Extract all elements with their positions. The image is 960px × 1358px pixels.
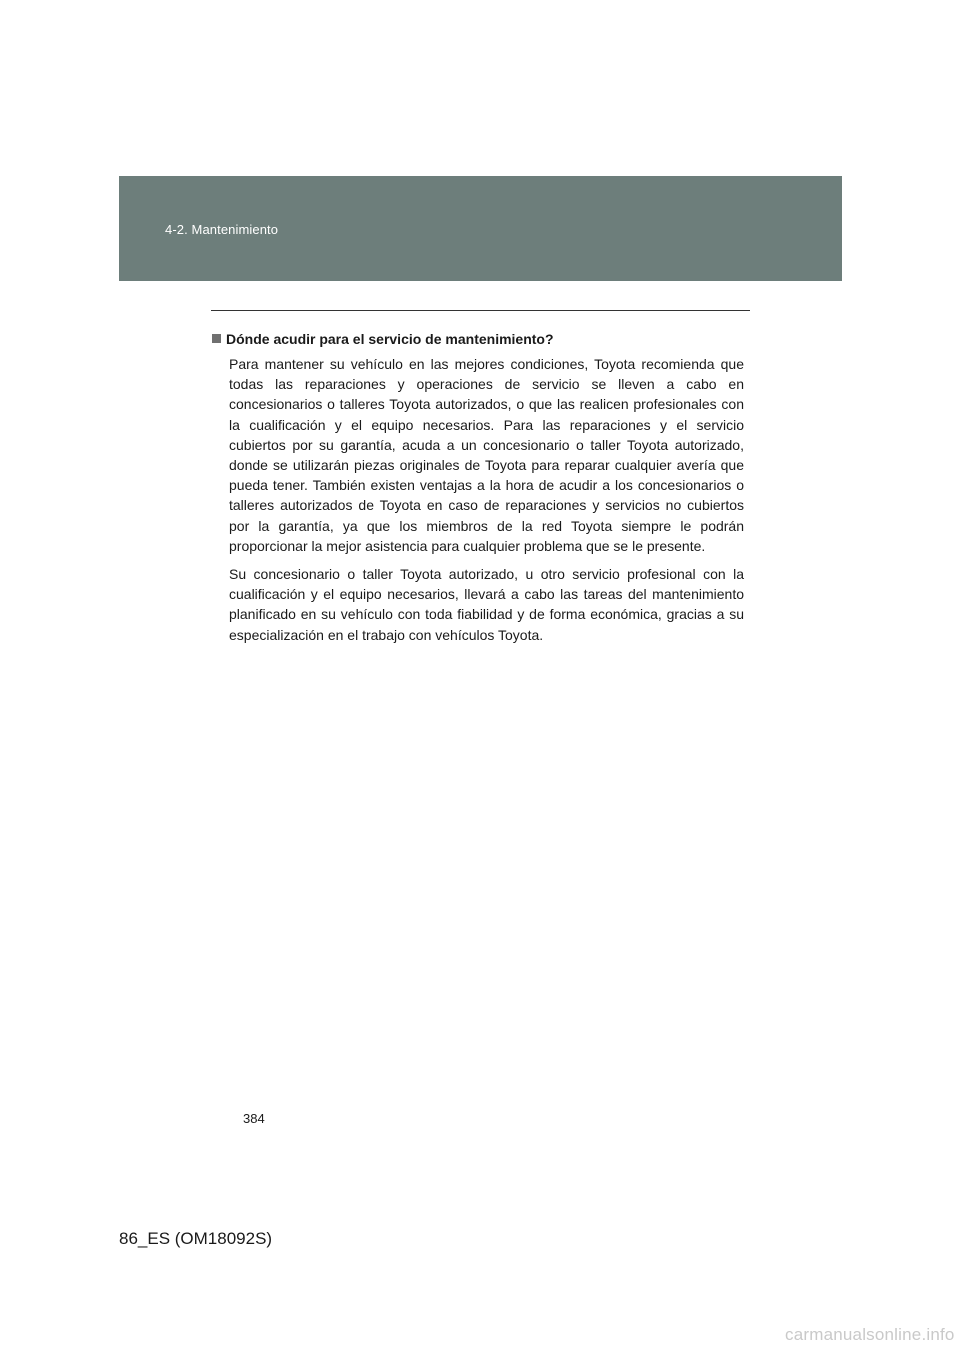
divider-line [211,310,750,311]
square-bullet-icon [212,334,221,343]
watermark: carmanualsonline.info [785,1325,955,1344]
paragraph-1: Para mantener su vehículo en las mejores condiciones, Toyota recomienda que todas las reparaciones y operaciones de servicio se lleven a cabo en concesionarios o talleres Toyota autorizados, o que las realicen profesionales con la cualificación y el equipo necesarios. Para las reparaciones y el servicio cubiertos por su garantía, acuda a un concesionario o taller Toyota autorizado, donde se utilizarán piezas originales de Toyota para reparar cualquier avería que pueda tener. También existen ventajas a la hora de acudir a los concesionarios o talleres autorizados de Toyota en caso de reparaciones y servicios no cubiertos por la garantía, ya que los miembros de la red Toyota siempre le podrán proporcionar la mejor asistencia para cualquier problema que se le presente. [229,356,744,554]
page-number: 384 [243,1111,265,1126]
section-heading [212,329,744,349]
document-code: 86_ES (OM18092S) [119,1229,273,1248]
main-content [212,329,744,653]
header-band [119,176,842,281]
paragraph-2: Su concesionario o taller Toyota autorizado, u otro servicio profesional con la cualificación y el equipo necesarios, llevará a cabo las tareas del mantenimiento planificado en su vehículo con toda fiabilidad y de forma económica, gracias a su especialización en el trabajo con vehículos Toyota. [229,566,744,643]
section-heading-text: Dónde acudir para el servicio de mantenimiento? [226,331,554,347]
section-label: 4-2. Mantenimiento [165,222,279,237]
